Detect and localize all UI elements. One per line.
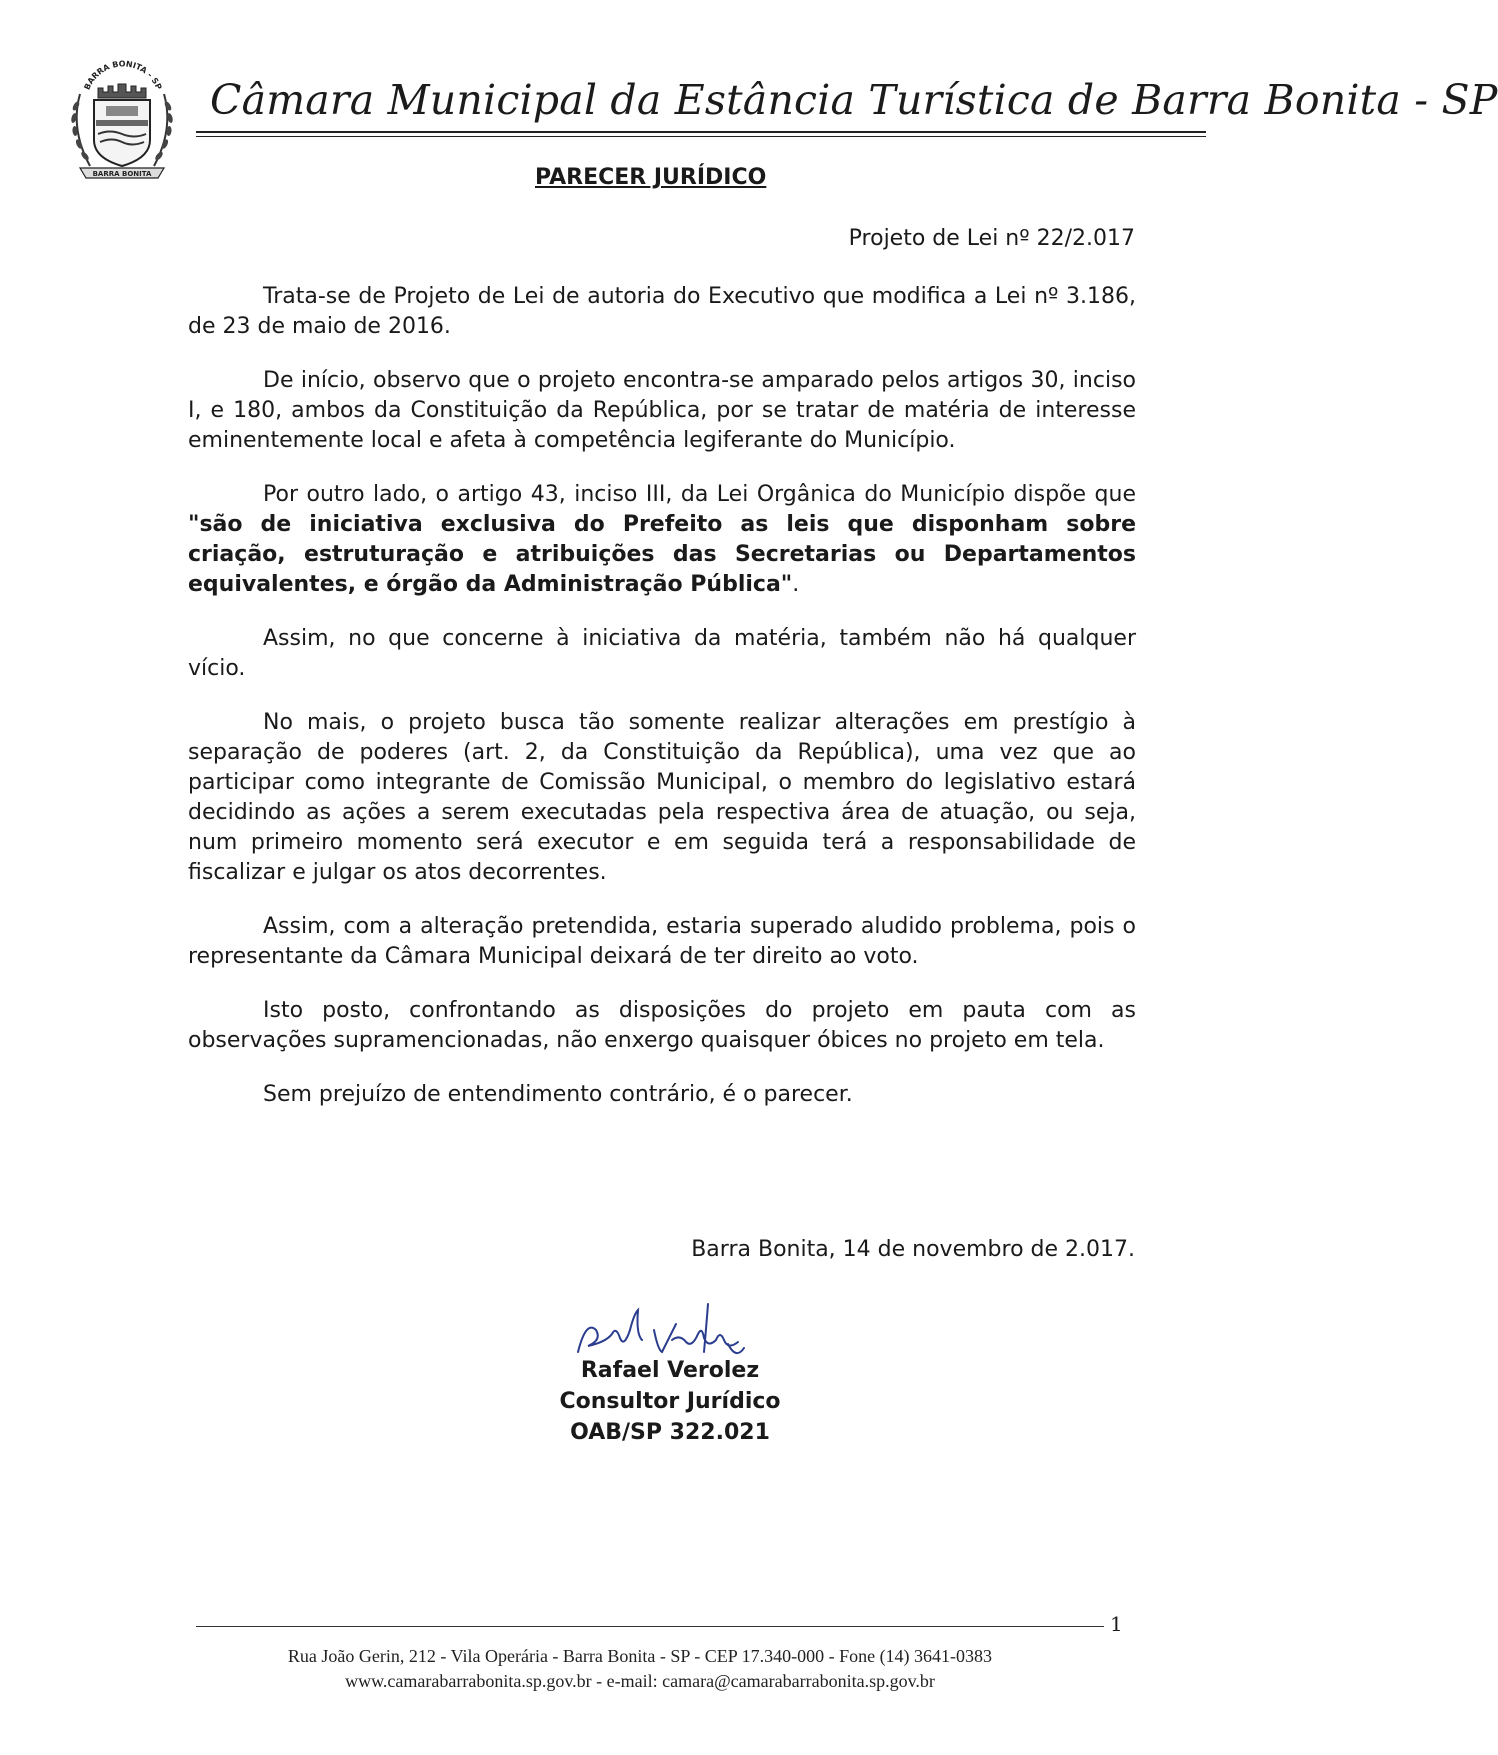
svg-text:BARRA BONITA - SP: BARRA BONITA - SP (82, 59, 164, 92)
signature-block (520, 1355, 820, 1448)
municipal-seal-logo (66, 54, 178, 188)
paragraph-7: Isto posto, confrontando as disposições do projeto em pauta com as observações supramencionadas, não enxergo quaisquer óbices no projeto em tela. (188, 998, 1136, 1053)
bill-reference: Projeto de Lei nº 22/2.017 (848, 226, 1135, 251)
paragraph-6: Assim, com a alteração pretendida, estaria superado aludido problema, pois o representante da Câmara Municipal deixará de ter direito ao voto. (188, 914, 1136, 969)
signer-registration: OAB/SP 322.021 (570, 1420, 770, 1445)
signer-role: Consultor Jurídico (559, 1389, 781, 1414)
date-line: Barra Bonita, 14 de novembro de 2.017. (691, 1237, 1135, 1262)
svg-text:BARRA BONITA: BARRA BONITA (92, 170, 152, 178)
footer (190, 1644, 1090, 1694)
footer-divider (196, 1626, 1104, 1627)
footer-contact: www.camarabarrabonita.sp.gov.br - e-mail: camara@camarabarrabonita.sp.gov.br (345, 1671, 935, 1691)
footer-address: Rua João Gerin, 212 - Vila Operária - Barra Bonita - SP - CEP 17.340-000 - Fone (14) 3641-0383 (287, 1646, 993, 1666)
paragraph-8: Sem prejuízo de entendimento contrário, é o parecer. (263, 1082, 853, 1107)
paragraph-2: De início, observo que o projeto encontra-se amparado pelos artigos 30, inciso I, e 180, ambos da Constituição da República, por se tratar de matéria de interesse eminentemente local e afeta à competência legiferante do Município. (188, 368, 1136, 453)
header-divider (196, 131, 1206, 133)
paragraph-4: Assim, no que concerne à iniciativa da matéria, também não há qualquer vício. (188, 626, 1136, 681)
institution-name: Câmara Municipal da Estância Turística de Barra Bonita - SP (210, 76, 1498, 124)
paragraph-1: Trata-se de Projeto de Lei de autoria do Executivo que modifica a Lei nº 3.186, de 23 de maio de 2016. (188, 284, 1136, 339)
signer-name: Rafael Verolez (580, 1358, 760, 1383)
header-divider-thin (196, 136, 1206, 137)
law-quote: "são de iniciativa exclusiva do Prefeito as leis que disponham sobre criação, estruturação e atribuições das Secretarias ou Departamentos equivalentes, e órgão da Administração Pública" (188, 512, 1136, 597)
document-body (188, 282, 1136, 1110)
paragraph-3-lead: Por outro lado, o artigo 43, inciso III, da Lei Orgânica do Município dispõe que (263, 482, 1136, 507)
paragraph-3-tail: . (792, 572, 800, 597)
paragraph-5: No mais, o projeto busca tão somente realizar alterações em prestígio à separação de poderes (art. 2, da Constituição da República), uma vez que ao participar como integrante de Comissão Municipal, o membro do legislativo estará decidindo as ações a serem executadas pela respectiva área de atuação, ou seja, num primeiro momento será executor e em seguida terá a responsabilidade de fiscalizar e julgar os atos decorrentes. (188, 710, 1136, 885)
page-number: 1 (1110, 1612, 1123, 1636)
document-title: PARECER JURÍDICO (535, 165, 767, 190)
paragraph-3 (188, 480, 1136, 600)
